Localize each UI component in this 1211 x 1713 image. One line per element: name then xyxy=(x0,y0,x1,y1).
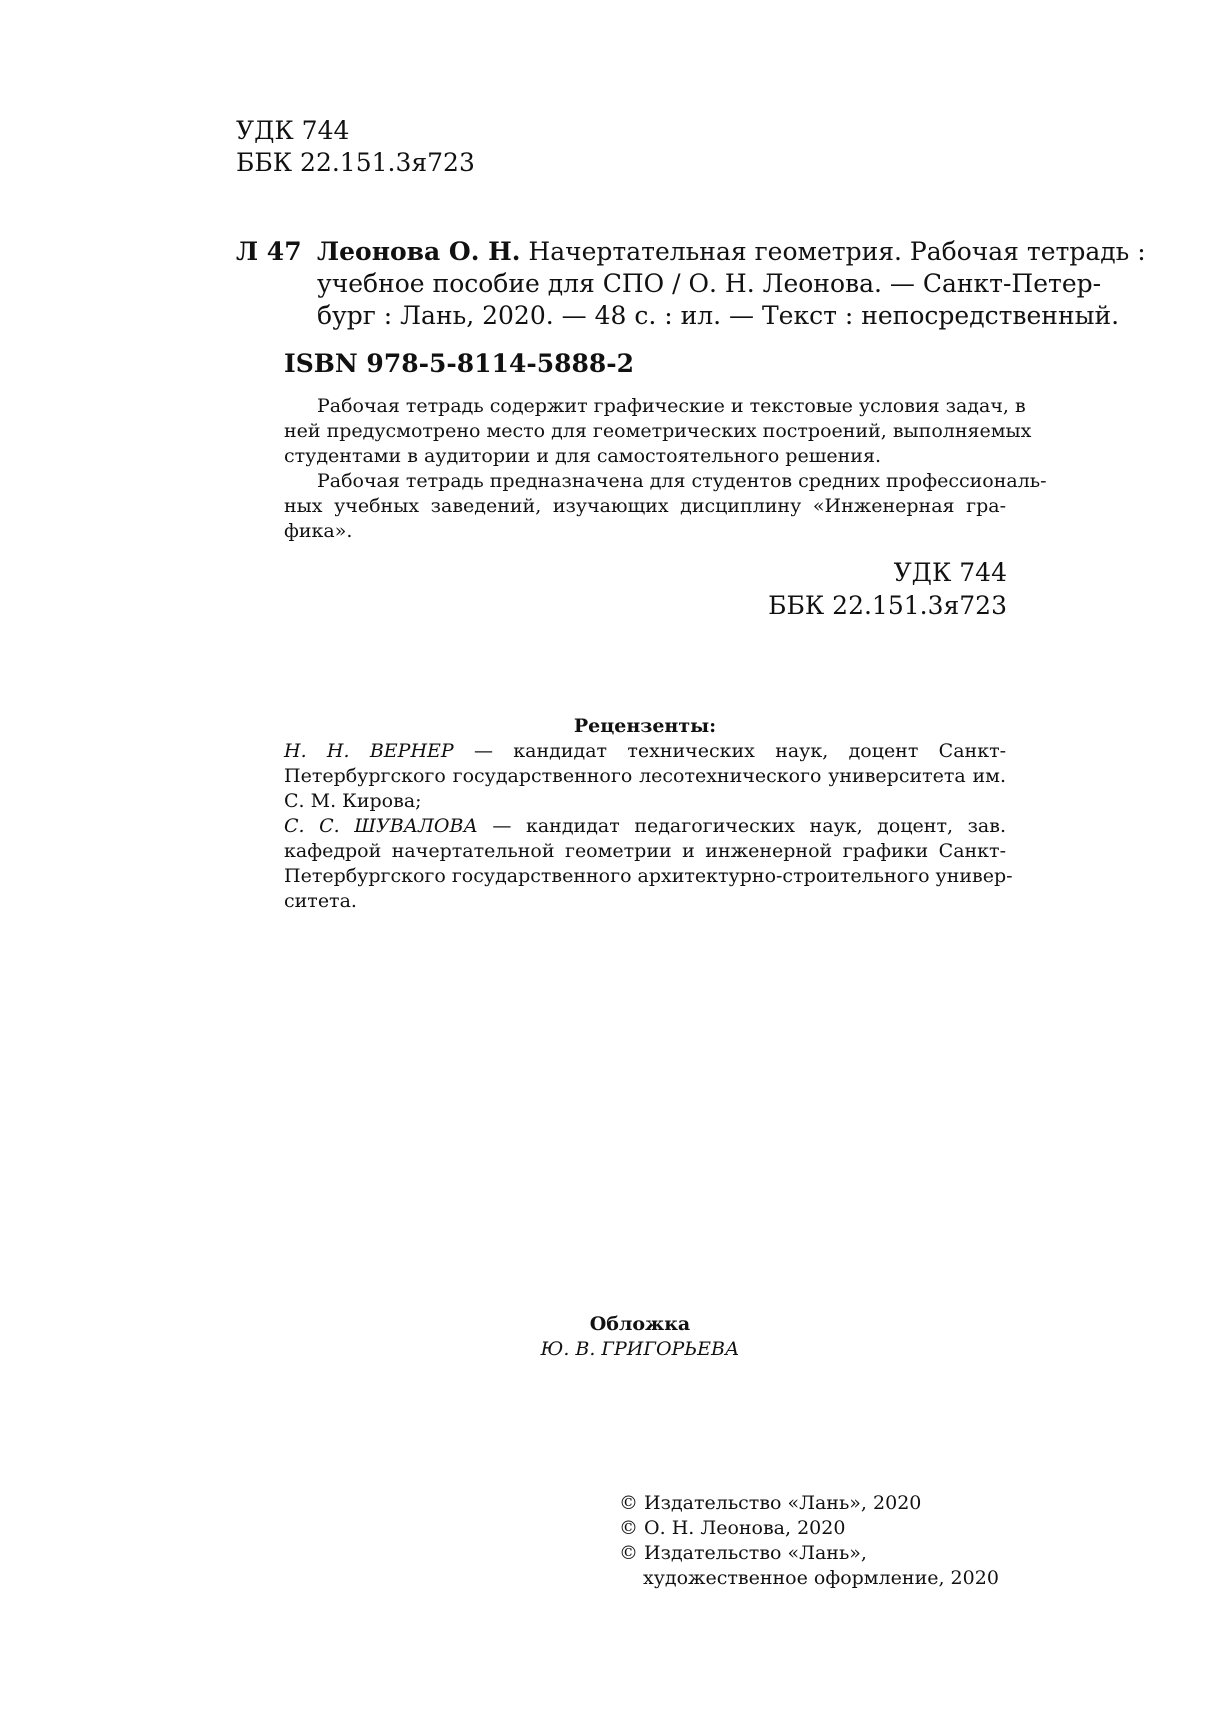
cover-credit xyxy=(420,1312,860,1362)
entry-author: Леонова О. Н. xyxy=(317,237,521,266)
annotation-line: Рабочая тетрадь предназначена для студентов средних профессиональ- xyxy=(317,470,1047,492)
copyright-line: © Издательство «Лань», 2020 xyxy=(619,1492,922,1514)
annotation-line: ных учебных заведений, изучающих дисциплину «Инженерная гра- xyxy=(284,495,1006,517)
copyright-block xyxy=(619,1491,999,1591)
reviewer-1-line: С. М. Кирова; xyxy=(284,790,422,812)
bibliographic-entry xyxy=(317,236,1146,332)
classification-codes-top xyxy=(236,115,475,179)
reviewer-2-name: С. С. ШУВАЛОВА xyxy=(284,815,478,837)
reviewer-2-line: ситета. xyxy=(284,890,357,912)
entry-title: Начертательная геометрия. Рабочая тетрадь : xyxy=(520,237,1146,266)
reviewer-2-line: С. С. ШУВАЛОВА — кандидат педагогических наук, доцент, зав. xyxy=(284,815,1006,837)
udk-code: УДК 744 xyxy=(893,558,1007,587)
annotation-line: студентами в аудитории и для самостоятельного решения. xyxy=(284,445,881,467)
reviewer-2-line: Петербургского государственного архитектурно-строительного универ- xyxy=(284,865,1013,887)
annotation-line: фика». xyxy=(284,520,353,542)
bbk-code: ББК 22.151.3я723 xyxy=(768,591,1007,620)
entry-line-1 xyxy=(317,236,1146,268)
bbk-code: ББК 22.151.3я723 xyxy=(236,148,475,177)
reviewers xyxy=(284,714,1013,914)
udk-code: УДК 744 xyxy=(236,116,350,145)
copyright-line: © О. Н. Леонова, 2020 xyxy=(619,1517,846,1539)
entry-line-3: бург : Лань, 2020. — 48 с. : ил. — Текст : непосредственный. xyxy=(317,301,1120,330)
author-sign: Л 47 xyxy=(236,237,302,266)
reviewer-2-line: кафедрой начертательной геометрии и инженерной графики Санкт- xyxy=(284,840,1006,862)
reviewers-heading: Рецензенты: xyxy=(573,715,717,737)
classification-codes-right xyxy=(768,556,1007,622)
cover-heading: Обложка xyxy=(589,1313,691,1335)
annotation-line: Рабочая тетрадь содержит графические и текстовые условия задач, в xyxy=(317,395,1026,417)
annotation xyxy=(284,394,1047,544)
copyright-line: © Издательство «Лань», xyxy=(619,1542,867,1564)
reviewer-1-name: Н. Н. ВЕРНЕР xyxy=(284,740,454,762)
annotation-line: ней предусмотрено место для геометрических построений, выполняемых xyxy=(284,420,1032,442)
reviewer-1-line: Петербургского государственного лесотехнического университета им. xyxy=(284,765,1006,787)
cover-artist: Ю. В. ГРИГОРЬЕВА xyxy=(540,1338,740,1360)
copyright-line: художественное оформление, 2020 xyxy=(643,1567,999,1589)
entry-line-2: учебное пособие для СПО / О. Н. Леонова. — Санкт-Петер- xyxy=(317,269,1102,298)
isbn: ISBN 978-5-8114-5888-2 xyxy=(284,349,635,378)
reviewer-1-line: Н. Н. ВЕРНЕР — кандидат технических наук, доцент Санкт- xyxy=(284,740,1007,762)
